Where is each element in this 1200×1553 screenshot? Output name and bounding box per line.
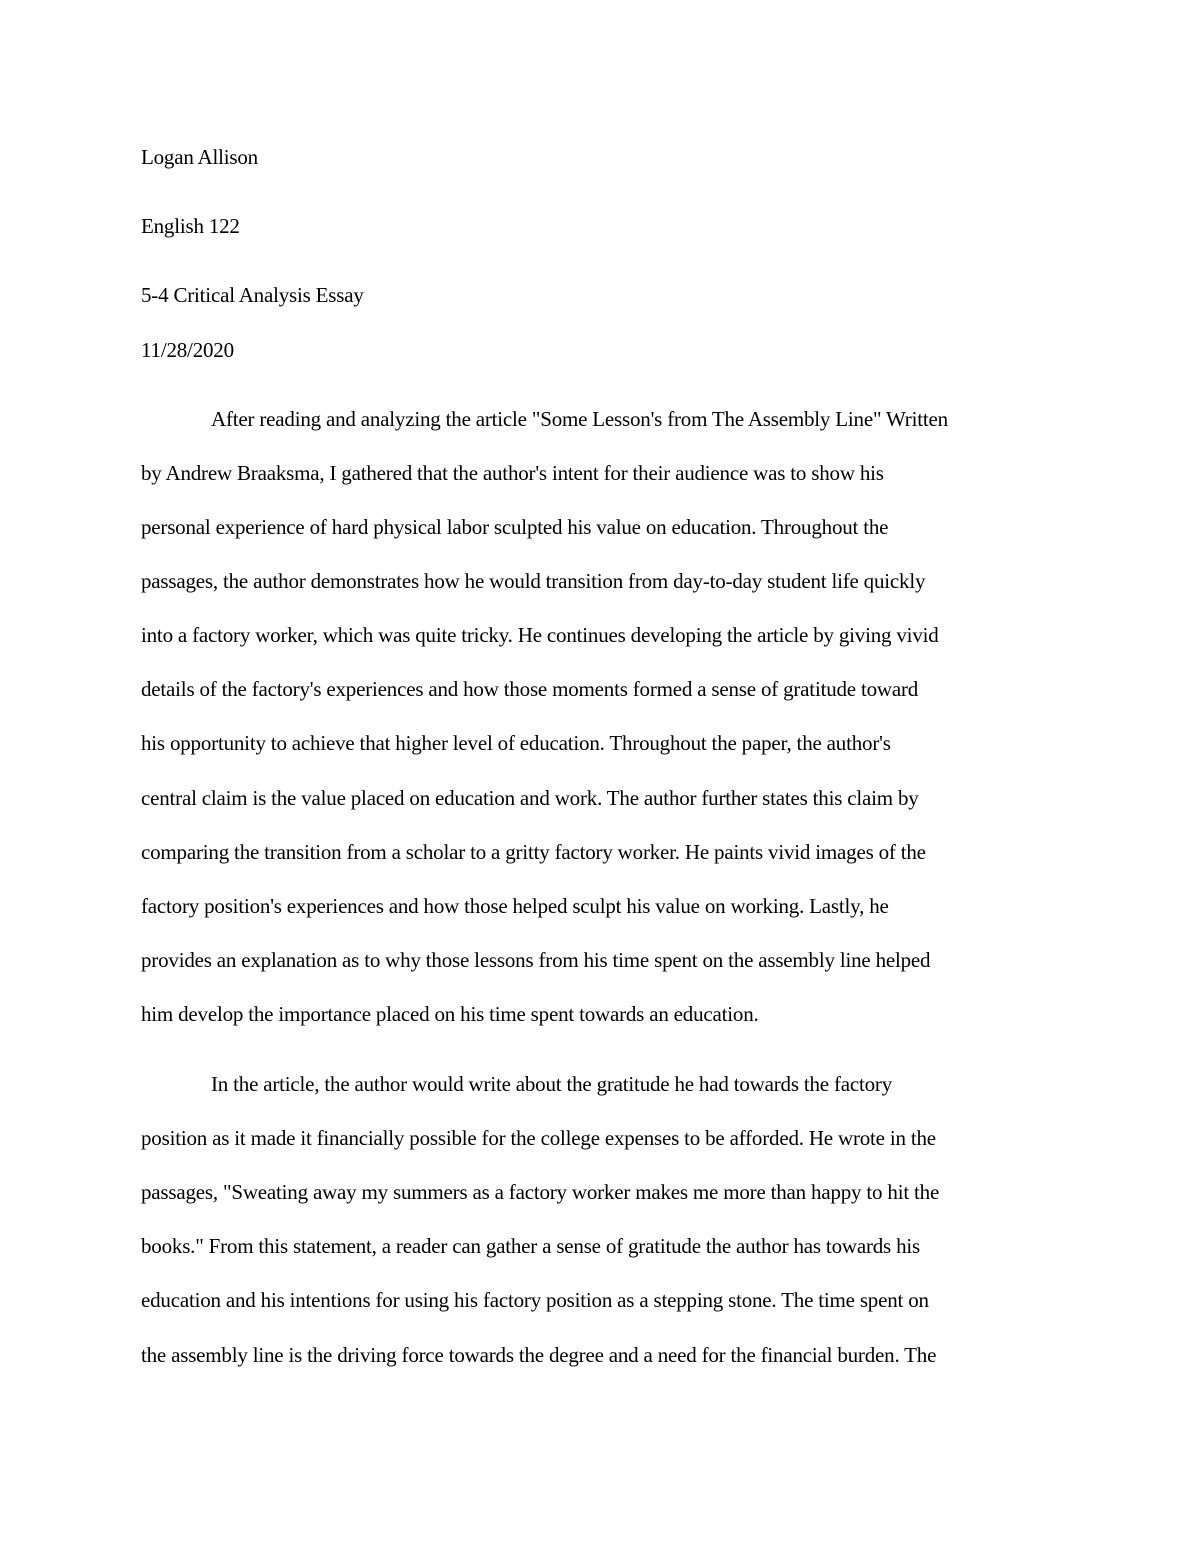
paragraph-line: factory position's experiences and how those helped sculpt his value on working. Lastly, he xyxy=(141,894,889,918)
paragraph-line: After reading and analyzing the article "Some Lesson's from The Assembly Line" Written xyxy=(211,407,948,431)
paragraph-line: passages, "Sweating away my summers as a factory worker makes me more than happy to hit the xyxy=(141,1180,940,1204)
course-name: English 122 xyxy=(141,214,240,238)
paragraph-line: position as it made it financially possible for the college expenses to be afforded. He wrote in the xyxy=(141,1126,936,1150)
paragraph-line: his opportunity to achieve that higher level of education. Throughout the paper, the author's xyxy=(141,731,891,755)
paragraph-line: into a factory worker, which was quite tricky. He continues developing the article by giving vivid xyxy=(141,623,939,647)
paragraph-line: central claim is the value placed on education and work. The author further states this claim by xyxy=(141,786,919,810)
paragraph-line: by Andrew Braaksma, I gathered that the author's intent for their audience was to show his xyxy=(141,461,884,485)
paragraph-line: education and his intentions for using his factory position as a stepping stone. The time spent on xyxy=(141,1288,929,1312)
author-name: Logan Allison xyxy=(141,145,258,169)
essay-date: 11/28/2020 xyxy=(141,338,234,362)
paragraph-line: books." From this statement, a reader can gather a sense of gratitude the author has towards his xyxy=(141,1234,920,1258)
paragraph-line: provides an explanation as to why those lessons from his time spent on the assembly line helped xyxy=(141,948,931,972)
paragraph-line: passages, the author demonstrates how he would transition from day-to-day student life quickly xyxy=(141,569,926,593)
assignment-title: 5-4 Critical Analysis Essay xyxy=(141,283,364,307)
paragraph-line: personal experience of hard physical labor sculpted his value on education. Throughout the xyxy=(141,515,889,539)
paragraph-line: comparing the transition from a scholar to a gritty factory worker. He paints vivid images of the xyxy=(141,840,926,864)
paragraph-line: In the article, the author would write about the gratitude he had towards the factory xyxy=(211,1072,893,1096)
paragraph-line: him develop the importance placed on his time spent towards an education. xyxy=(141,1002,759,1026)
paragraph-line: details of the factory's experiences and how those moments formed a sense of gratitude toward xyxy=(141,677,919,701)
paragraph-line: the assembly line is the driving force towards the degree and a need for the financial burden. The xyxy=(141,1343,937,1367)
